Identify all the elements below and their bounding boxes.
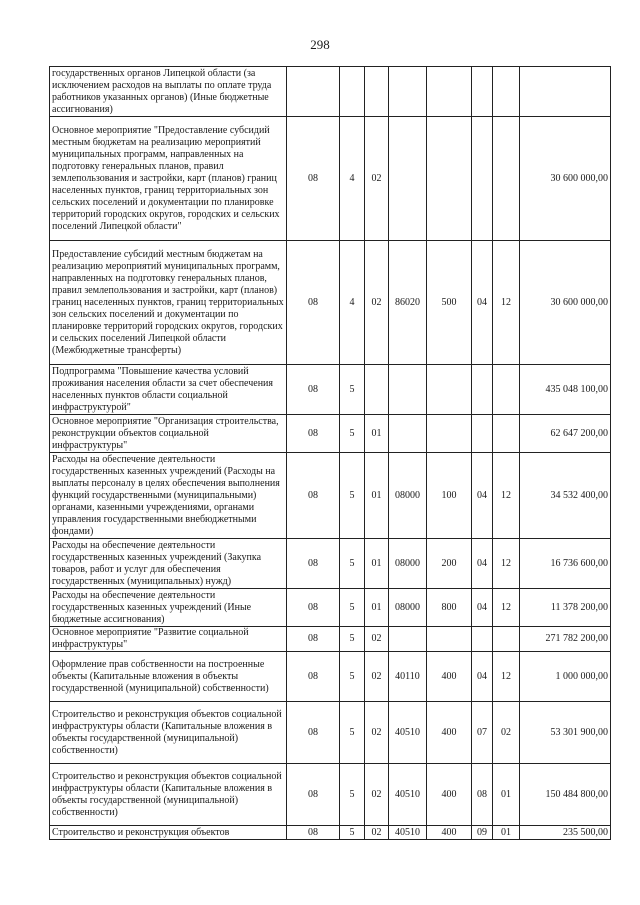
event-code: 01 xyxy=(365,589,389,627)
subsection-code: 12 xyxy=(493,652,520,702)
expense-type-code xyxy=(427,117,472,241)
page-number: 298 xyxy=(310,37,330,52)
section-subcode xyxy=(472,415,493,453)
table-row xyxy=(50,539,611,589)
amount: 150 484 800,00 xyxy=(520,764,611,826)
row-title: государственных органов Липецкой области (за исключением расходов на выплаты по оплате труда работников указанных органов) (Иные бюджетные ассигнования) xyxy=(50,67,287,117)
row-title: Оформление прав собственности на построенные объекты (Капитальные вложения в объекты государственной (муниципальной) собственности) xyxy=(50,652,287,702)
section-subcode: 04 xyxy=(472,539,493,589)
section-code: 08 xyxy=(287,241,340,365)
event-code: 02 xyxy=(365,241,389,365)
subprogram-code: 4 xyxy=(340,117,365,241)
amount: 435 048 100,00 xyxy=(520,365,611,415)
expense-type-code xyxy=(427,415,472,453)
subprogram-code: 5 xyxy=(340,764,365,826)
section-code: 08 xyxy=(287,652,340,702)
subsection-code xyxy=(493,627,520,652)
table-row xyxy=(50,652,611,702)
section-code: 08 xyxy=(287,539,340,589)
event-code: 02 xyxy=(365,652,389,702)
subprogram-code: 5 xyxy=(340,589,365,627)
row-title: Строительство и реконструкция объектов социальной инфраструктуры области (Капитальные вложения в объекты государственной (муниципальной) собственности) xyxy=(50,764,287,826)
row-title: Расходы на обеспечение деятельности государственных казенных учреждений (Иные бюджетные ассигнования) xyxy=(50,589,287,627)
amount: 16 736 600,00 xyxy=(520,539,611,589)
table-row xyxy=(50,826,611,840)
amount: 271 782 200,00 xyxy=(520,627,611,652)
expense-type-code: 400 xyxy=(427,702,472,764)
expense-type-code: 400 xyxy=(427,826,472,840)
row-title: Строительство и реконструкция объектов xyxy=(50,826,287,840)
table-row xyxy=(50,117,611,241)
expense-code xyxy=(389,67,427,117)
section-subcode xyxy=(472,627,493,652)
table-row xyxy=(50,241,611,365)
event-code xyxy=(365,67,389,117)
row-title: Основное мероприятие "Предоставление субсидий местным бюджетам на реализацию мероприятий муниципальных программ, направленных на подготовку генеральных планов, правил землепользования и застройки, карт (планов) границ населенных пунктов, границ территориальных зон сельских поселений и документации по планировке территорий городских округов, городских и сельских поселений Липецкой области" xyxy=(50,117,287,241)
subprogram-code: 5 xyxy=(340,627,365,652)
row-title: Расходы на обеспечение деятельности государственных казенных учреждений (Закупка товаров, работ и услуг для обеспечения государственных (муниципальных) нужд) xyxy=(50,539,287,589)
subsection-code xyxy=(493,415,520,453)
expense-code: 08000 xyxy=(389,539,427,589)
expense-type-code xyxy=(427,627,472,652)
table-row xyxy=(50,627,611,652)
section-subcode: 04 xyxy=(472,241,493,365)
section-code: 08 xyxy=(287,589,340,627)
subsection-code: 12 xyxy=(493,539,520,589)
table-row xyxy=(50,702,611,764)
table-row xyxy=(50,67,611,117)
event-code: 02 xyxy=(365,627,389,652)
expense-type-code: 400 xyxy=(427,652,472,702)
section-subcode: 04 xyxy=(472,453,493,539)
event-code: 02 xyxy=(365,117,389,241)
amount: 1 000 000,00 xyxy=(520,652,611,702)
subprogram-code: 5 xyxy=(340,539,365,589)
section-code: 08 xyxy=(287,453,340,539)
subprogram-code: 5 xyxy=(340,652,365,702)
section-subcode: 08 xyxy=(472,764,493,826)
subprogram-code: 5 xyxy=(340,453,365,539)
expense-code: 40110 xyxy=(389,652,427,702)
row-title: Строительство и реконструкция объектов социальной инфраструктуры области (Капитальные вложения в объекты государственной (муниципальной) собственности) xyxy=(50,702,287,764)
expense-code: 40510 xyxy=(389,764,427,826)
section-code: 08 xyxy=(287,702,340,764)
section-code: 08 xyxy=(287,764,340,826)
section-subcode: 04 xyxy=(472,589,493,627)
amount: 30 600 000,00 xyxy=(520,241,611,365)
event-code: 01 xyxy=(365,415,389,453)
section-code: 08 xyxy=(287,415,340,453)
expense-type-code: 200 xyxy=(427,539,472,589)
row-title: Предоставление субсидий местным бюджетам на реализацию мероприятий муниципальных программ, направленных на подготовку генеральных планов, правил землепользования и застройки, карт (планов) границ населенных пунктов, границ территориальных зон сельских поселений и документации по планировке территорий городских округов, городских и сельских поселений Липецкой области (Межбюджетные трансферты) xyxy=(50,241,287,365)
subsection-code: 12 xyxy=(493,589,520,627)
expense-code: 40510 xyxy=(389,826,427,840)
subprogram-code: 4 xyxy=(340,241,365,365)
amount: 30 600 000,00 xyxy=(520,117,611,241)
amount: 235 500,00 xyxy=(520,826,611,840)
subsection-code: 01 xyxy=(493,826,520,840)
amount: 62 647 200,00 xyxy=(520,415,611,453)
expense-code: 08000 xyxy=(389,453,427,539)
section-code: 08 xyxy=(287,627,340,652)
section-code: 08 xyxy=(287,117,340,241)
section-subcode: 09 xyxy=(472,826,493,840)
subsection-code xyxy=(493,67,520,117)
subsection-code: 02 xyxy=(493,702,520,764)
section-subcode: 04 xyxy=(472,652,493,702)
section-code: 08 xyxy=(287,826,340,840)
subsection-code: 12 xyxy=(493,241,520,365)
section-code: 08 xyxy=(287,365,340,415)
subsection-code: 01 xyxy=(493,764,520,826)
expense-type-code xyxy=(427,67,472,117)
expense-code xyxy=(389,117,427,241)
expense-code: 08000 xyxy=(389,589,427,627)
expense-code xyxy=(389,365,427,415)
subprogram-code: 5 xyxy=(340,415,365,453)
expense-code: 86020 xyxy=(389,241,427,365)
section-subcode: 07 xyxy=(472,702,493,764)
event-code xyxy=(365,365,389,415)
table-row xyxy=(50,589,611,627)
event-code: 02 xyxy=(365,826,389,840)
expense-code xyxy=(389,627,427,652)
amount: 34 532 400,00 xyxy=(520,453,611,539)
event-code: 01 xyxy=(365,539,389,589)
section-subcode xyxy=(472,365,493,415)
expense-code xyxy=(389,415,427,453)
event-code: 02 xyxy=(365,702,389,764)
table-row xyxy=(50,365,611,415)
section-code xyxy=(287,67,340,117)
amount xyxy=(520,67,611,117)
subprogram-code: 5 xyxy=(340,826,365,840)
subprogram-code xyxy=(340,67,365,117)
table-row xyxy=(50,764,611,826)
subprogram-code: 5 xyxy=(340,365,365,415)
table-row xyxy=(50,415,611,453)
section-subcode xyxy=(472,117,493,241)
subsection-code: 12 xyxy=(493,453,520,539)
section-subcode xyxy=(472,67,493,117)
budget-table xyxy=(49,66,611,840)
expense-type-code: 400 xyxy=(427,764,472,826)
row-title: Основное мероприятие "Организация строительства, реконструкции объектов социальной инфраструктуры" xyxy=(50,415,287,453)
subsection-code xyxy=(493,117,520,241)
table-row xyxy=(50,453,611,539)
expense-code: 40510 xyxy=(389,702,427,764)
subprogram-code: 5 xyxy=(340,702,365,764)
expense-type-code: 100 xyxy=(427,453,472,539)
event-code: 01 xyxy=(365,453,389,539)
row-title: Расходы на обеспечение деятельности государственных казенных учреждений (Расходы на выплаты персоналу в целях обеспечения выполнения функций государственными (муниципальными) органами, казенными учреждениями, органами управления государственными внебюджетными фондами) xyxy=(50,453,287,539)
amount: 11 378 200,00 xyxy=(520,589,611,627)
expense-type-code: 500 xyxy=(427,241,472,365)
subsection-code xyxy=(493,365,520,415)
expense-type-code: 800 xyxy=(427,589,472,627)
event-code: 02 xyxy=(365,764,389,826)
row-title: Подпрограмма "Повышение качества условий проживания населения области за счет обеспечения населенных пунктов области социальной инфраструктурой" xyxy=(50,365,287,415)
expense-type-code xyxy=(427,365,472,415)
amount: 53 301 900,00 xyxy=(520,702,611,764)
row-title: Основное мероприятие "Развитие социальной инфраструктуры" xyxy=(50,627,287,652)
